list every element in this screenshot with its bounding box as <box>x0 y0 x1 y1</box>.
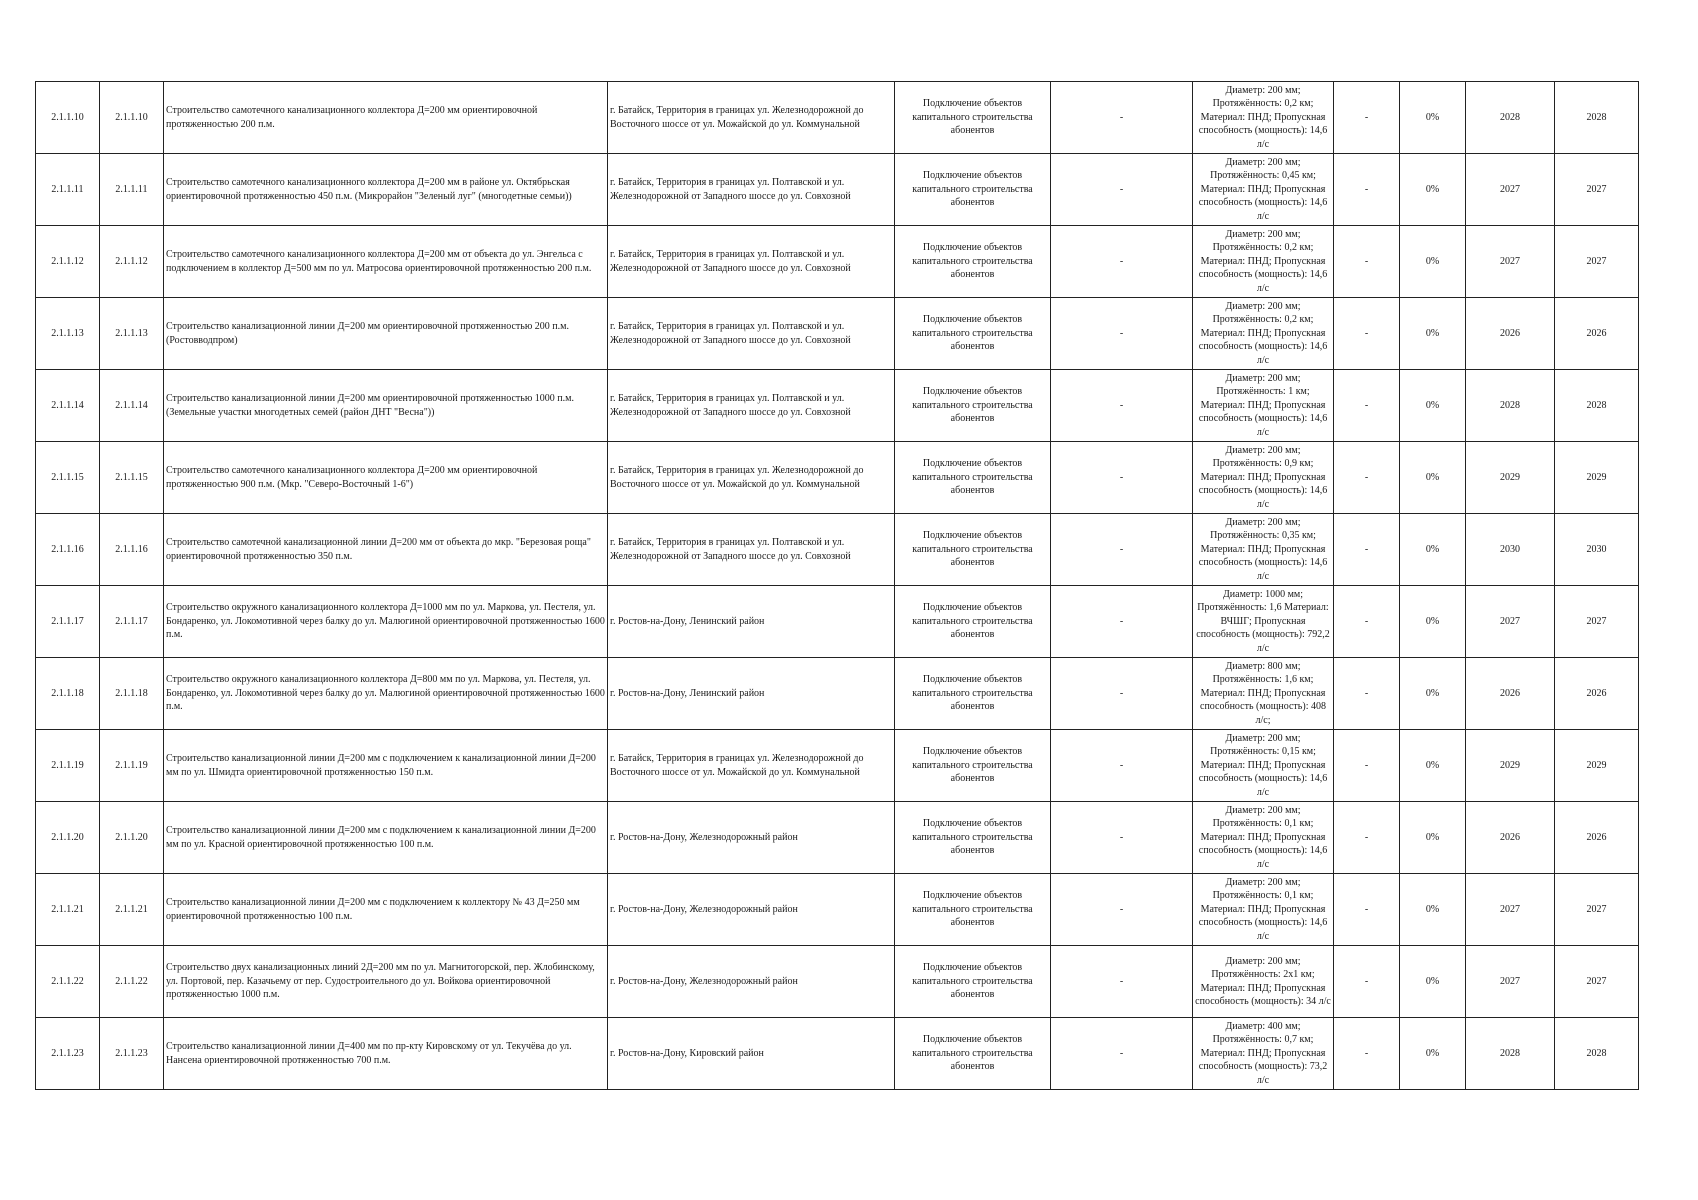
project-name-cell: Строительство самотечного канализационного коллектора Д=200 мм ориентировочной протяженностью 200 п.м. <box>164 82 608 154</box>
table-row <box>36 226 1639 298</box>
project-name-cell: Строительство окружного канализационного коллектора Д=800 мм по ул. Маркова, ул. Пестеля, ул. Бондаренко, ул. Локомотивной через балку до ул. Малюгиной ориентировочной протяженностью 1600 п.м. <box>164 658 608 730</box>
row-number-cell: 2.1.1.11 <box>36 154 100 226</box>
completion-percent-cell: 0% <box>1400 82 1466 154</box>
row-code-cell: 2.1.1.10 <box>100 82 164 154</box>
purpose-cell: Подключение объектов капитального строительства абонентов <box>895 442 1051 514</box>
end-year-cell: 2027 <box>1555 946 1639 1018</box>
purpose-cell: Подключение объектов капитального строительства абонентов <box>895 82 1051 154</box>
table-row <box>36 154 1639 226</box>
end-year-cell: 2027 <box>1555 586 1639 658</box>
purpose-cell: Подключение объектов капитального строительства абонентов <box>895 730 1051 802</box>
project-name-cell: Строительство двух канализационных линий 2Д=200 мм по ул. Магнитогорской, пер. Жлобинскому, ул. Портовой, пер. Казачьему от пер. Судостроительного до ул. Войкова ориентировочной протяженностью 1000 п.м. <box>164 946 608 1018</box>
empty-value-cell: - <box>1334 730 1400 802</box>
start-year-cell: 2027 <box>1466 154 1555 226</box>
project-name-cell: Строительство канализационной линии Д=400 мм по пр-кту Кировскому от ул. Текучёва до ул. Нансена ориентировочной протяженностью 700 п.м. <box>164 1018 608 1090</box>
row-code-cell: 2.1.1.22 <box>100 946 164 1018</box>
purpose-cell: Подключение объектов капитального строительства абонентов <box>895 802 1051 874</box>
project-name-cell: Строительство самотечного канализационного коллектора Д=200 мм ориентировочной протяженностью 900 п.м. (Мкр. "Северо-Восточный 1-6") <box>164 442 608 514</box>
technical-spec-cell: Диаметр: 200 мм; Протяжённость: 0,15 км; Материал: ПНД; Пропускная способность (мощность): 14,6 л/с <box>1193 730 1334 802</box>
purpose-cell: Подключение объектов капитального строительства абонентов <box>895 946 1051 1018</box>
completion-percent-cell: 0% <box>1400 1018 1466 1090</box>
project-name-cell: Строительство канализационной линии Д=200 мм ориентировочной протяженностью 200 п.м. (Ростовводпром) <box>164 298 608 370</box>
purpose-cell: Подключение объектов капитального строительства абонентов <box>895 226 1051 298</box>
location-cell: г. Батайск, Территория в границах ул. Железнодорожной до Восточного шоссе от ул. Можайской до ул. Коммунальной <box>608 730 895 802</box>
location-cell: г. Батайск, Территория в границах ул. Полтавской и ул. Железнодорожной от Западного шоссе до ул. Совхозной <box>608 298 895 370</box>
end-year-cell: 2026 <box>1555 658 1639 730</box>
end-year-cell: 2029 <box>1555 730 1639 802</box>
completion-percent-cell: 0% <box>1400 874 1466 946</box>
empty-value-cell: - <box>1334 226 1400 298</box>
row-code-cell: 2.1.1.11 <box>100 154 164 226</box>
empty-value-cell: - <box>1051 802 1193 874</box>
start-year-cell: 2027 <box>1466 586 1555 658</box>
purpose-cell: Подключение объектов капитального строительства абонентов <box>895 154 1051 226</box>
completion-percent-cell: 0% <box>1400 298 1466 370</box>
start-year-cell: 2027 <box>1466 946 1555 1018</box>
start-year-cell: 2027 <box>1466 226 1555 298</box>
start-year-cell: 2026 <box>1466 658 1555 730</box>
start-year-cell: 2027 <box>1466 874 1555 946</box>
empty-value-cell: - <box>1334 82 1400 154</box>
row-number-cell: 2.1.1.21 <box>36 874 100 946</box>
completion-percent-cell: 0% <box>1400 658 1466 730</box>
row-number-cell: 2.1.1.13 <box>36 298 100 370</box>
location-cell: г. Ростов-на-Дону, Железнодорожный район <box>608 802 895 874</box>
end-year-cell: 2027 <box>1555 154 1639 226</box>
row-number-cell: 2.1.1.12 <box>36 226 100 298</box>
empty-value-cell: - <box>1051 586 1193 658</box>
row-number-cell: 2.1.1.22 <box>36 946 100 1018</box>
start-year-cell: 2029 <box>1466 442 1555 514</box>
completion-percent-cell: 0% <box>1400 226 1466 298</box>
table-row <box>36 82 1639 154</box>
purpose-cell: Подключение объектов капитального строительства абонентов <box>895 370 1051 442</box>
technical-spec-cell: Диаметр: 200 мм; Протяжённость: 0,35 км; Материал: ПНД; Пропускная способность (мощность): 14,6 л/с <box>1193 514 1334 586</box>
purpose-cell: Подключение объектов капитального строительства абонентов <box>895 874 1051 946</box>
purpose-cell: Подключение объектов капитального строительства абонентов <box>895 586 1051 658</box>
location-cell: г. Батайск, Территория в границах ул. Железнодорожной до Восточного шоссе от ул. Можайской до ул. Коммунальной <box>608 82 895 154</box>
table-body <box>36 82 1639 1090</box>
location-cell: г. Ростов-на-Дону, Кировский район <box>608 1018 895 1090</box>
start-year-cell: 2030 <box>1466 514 1555 586</box>
empty-value-cell: - <box>1334 802 1400 874</box>
row-number-cell: 2.1.1.14 <box>36 370 100 442</box>
empty-value-cell: - <box>1051 298 1193 370</box>
end-year-cell: 2026 <box>1555 802 1639 874</box>
technical-spec-cell: Диаметр: 200 мм; Протяжённость: 0,1 км; Материал: ПНД; Пропускная способность (мощность): 14,6 л/с <box>1193 874 1334 946</box>
empty-value-cell: - <box>1334 370 1400 442</box>
empty-value-cell: - <box>1051 658 1193 730</box>
start-year-cell: 2026 <box>1466 298 1555 370</box>
empty-value-cell: - <box>1051 442 1193 514</box>
project-name-cell: Строительство канализационной линии Д=200 мм с подключением к канализационной линии Д=200 мм по ул. Шмидта ориентировочной протяженностью 150 п.м. <box>164 730 608 802</box>
empty-value-cell: - <box>1051 874 1193 946</box>
empty-value-cell: - <box>1334 658 1400 730</box>
technical-spec-cell: Диаметр: 200 мм; Протяжённость: 1 км; Материал: ПНД; Пропускная способность (мощность): 14,6 л/с <box>1193 370 1334 442</box>
table-row <box>36 298 1639 370</box>
table-row <box>36 442 1639 514</box>
table-row <box>36 370 1639 442</box>
end-year-cell: 2028 <box>1555 1018 1639 1090</box>
location-cell: г. Батайск, Территория в границах ул. Полтавской и ул. Железнодорожной от Западного шоссе до ул. Совхозной <box>608 514 895 586</box>
row-code-cell: 2.1.1.20 <box>100 802 164 874</box>
project-name-cell: Строительство канализационной линии Д=200 мм ориентировочной протяженностью 1000 п.м. (Земельные участки многодетных семей (район ДНТ "Весна")) <box>164 370 608 442</box>
row-code-cell: 2.1.1.21 <box>100 874 164 946</box>
completion-percent-cell: 0% <box>1400 154 1466 226</box>
table-row <box>36 1018 1639 1090</box>
row-code-cell: 2.1.1.15 <box>100 442 164 514</box>
row-number-cell: 2.1.1.18 <box>36 658 100 730</box>
row-number-cell: 2.1.1.15 <box>36 442 100 514</box>
technical-spec-cell: Диаметр: 200 мм; Протяжённость: 2х1 км; Материал: ПНД; Пропускная способность (мощность): 34 л/с <box>1193 946 1334 1018</box>
end-year-cell: 2026 <box>1555 298 1639 370</box>
location-cell: г. Батайск, Территория в границах ул. Полтавской и ул. Железнодорожной от Западного шоссе до ул. Совхозной <box>608 370 895 442</box>
row-number-cell: 2.1.1.23 <box>36 1018 100 1090</box>
purpose-cell: Подключение объектов капитального строительства абонентов <box>895 658 1051 730</box>
empty-value-cell: - <box>1334 946 1400 1018</box>
row-code-cell: 2.1.1.16 <box>100 514 164 586</box>
table-row <box>36 802 1639 874</box>
table-row <box>36 946 1639 1018</box>
technical-spec-cell: Диаметр: 200 мм; Протяжённость: 0,2 км; Материал: ПНД; Пропускная способность (мощность): 14,6 л/с <box>1193 298 1334 370</box>
row-number-cell: 2.1.1.17 <box>36 586 100 658</box>
completion-percent-cell: 0% <box>1400 514 1466 586</box>
empty-value-cell: - <box>1334 298 1400 370</box>
empty-value-cell: - <box>1051 514 1193 586</box>
row-code-cell: 2.1.1.18 <box>100 658 164 730</box>
row-code-cell: 2.1.1.17 <box>100 586 164 658</box>
row-number-cell: 2.1.1.10 <box>36 82 100 154</box>
location-cell: г. Ростов-на-Дону, Железнодорожный район <box>608 874 895 946</box>
purpose-cell: Подключение объектов капитального строительства абонентов <box>895 1018 1051 1090</box>
empty-value-cell: - <box>1334 514 1400 586</box>
location-cell: г. Ростов-на-Дону, Ленинский район <box>608 658 895 730</box>
technical-spec-cell: Диаметр: 200 мм; Протяжённость: 0,45 км; Материал: ПНД; Пропускная способность (мощность): 14,6 л/с <box>1193 154 1334 226</box>
row-number-cell: 2.1.1.19 <box>36 730 100 802</box>
technical-spec-cell: Диаметр: 200 мм; Протяжённость: 0,2 км; Материал: ПНД; Пропускная способность (мощность): 14,6 л/с <box>1193 226 1334 298</box>
completion-percent-cell: 0% <box>1400 442 1466 514</box>
start-year-cell: 2026 <box>1466 802 1555 874</box>
project-name-cell: Строительство самотечного канализационного коллектора Д=200 мм в районе ул. Октябрьская ориентировочной протяженностью 450 п.м. (Микрорайон "Зеленый луг" (многодетные семьи)) <box>164 154 608 226</box>
end-year-cell: 2030 <box>1555 514 1639 586</box>
empty-value-cell: - <box>1051 730 1193 802</box>
location-cell: г. Ростов-на-Дону, Ленинский район <box>608 586 895 658</box>
empty-value-cell: - <box>1334 586 1400 658</box>
empty-value-cell: - <box>1334 442 1400 514</box>
project-name-cell: Строительство канализационной линии Д=200 мм с подключением к канализационной линии Д=200 мм по ул. Красной ориентировочной протяженностью 100 п.м. <box>164 802 608 874</box>
empty-value-cell: - <box>1051 82 1193 154</box>
technical-spec-cell: Диаметр: 200 мм; Протяжённость: 0,2 км; Материал: ПНД; Пропускная способность (мощность): 14,6 л/с <box>1193 82 1334 154</box>
technical-spec-cell: Диаметр: 400 мм; Протяжённость: 0,7 км; Материал: ПНД; Пропускная способность (мощность): 73,2 л/с <box>1193 1018 1334 1090</box>
location-cell: г. Ростов-на-Дону, Железнодорожный район <box>608 946 895 1018</box>
table-row <box>36 874 1639 946</box>
empty-value-cell: - <box>1334 1018 1400 1090</box>
row-code-cell: 2.1.1.19 <box>100 730 164 802</box>
end-year-cell: 2029 <box>1555 442 1639 514</box>
table-row <box>36 658 1639 730</box>
purpose-cell: Подключение объектов капитального строительства абонентов <box>895 514 1051 586</box>
empty-value-cell: - <box>1051 154 1193 226</box>
location-cell: г. Батайск, Территория в границах ул. Полтавской и ул. Железнодорожной от Западного шоссе до ул. Совхозной <box>608 226 895 298</box>
technical-spec-cell: Диаметр: 200 мм; Протяжённость: 0,1 км; Материал: ПНД; Пропускная способность (мощность): 14,6 л/с <box>1193 802 1334 874</box>
empty-value-cell: - <box>1051 370 1193 442</box>
table-row <box>36 730 1639 802</box>
completion-percent-cell: 0% <box>1400 946 1466 1018</box>
end-year-cell: 2028 <box>1555 82 1639 154</box>
row-number-cell: 2.1.1.16 <box>36 514 100 586</box>
location-cell: г. Батайск, Территория в границах ул. Железнодорожной до Восточного шоссе от ул. Можайской до ул. Коммунальной <box>608 442 895 514</box>
start-year-cell: 2028 <box>1466 370 1555 442</box>
empty-value-cell: - <box>1051 1018 1193 1090</box>
row-code-cell: 2.1.1.13 <box>100 298 164 370</box>
technical-spec-cell: Диаметр: 200 мм; Протяжённость: 0,9 км; Материал: ПНД; Пропускная способность (мощность): 14,6 л/с <box>1193 442 1334 514</box>
end-year-cell: 2028 <box>1555 370 1639 442</box>
start-year-cell: 2029 <box>1466 730 1555 802</box>
table-row <box>36 586 1639 658</box>
completion-percent-cell: 0% <box>1400 586 1466 658</box>
completion-percent-cell: 0% <box>1400 370 1466 442</box>
project-name-cell: Строительство самотечного канализационного коллектора Д=200 мм от объекта до ул. Энгельса с подключением в коллектор Д=500 мм по ул. Матросова ориентировочной протяженностью 200 п.м. <box>164 226 608 298</box>
row-code-cell: 2.1.1.12 <box>100 226 164 298</box>
location-cell: г. Батайск, Территория в границах ул. Полтавской и ул. Железнодорожной от Западного шоссе до ул. Совхозной <box>608 154 895 226</box>
project-name-cell: Строительство самотечной канализационной линии Д=200 мм от объекта до мкр. "Березовая роща" ориентировочной протяженностью 350 п.м. <box>164 514 608 586</box>
empty-value-cell: - <box>1334 154 1400 226</box>
investment-program-table <box>35 81 1639 1090</box>
project-name-cell: Строительство окружного канализационного коллектора Д=1000 мм по ул. Маркова, ул. Пестеля, ул. Бондаренко, ул. Локомотивной через балку до ул. Малюгиной ориентировочной протяженностью 1600 п.м. <box>164 586 608 658</box>
table-row <box>36 514 1639 586</box>
end-year-cell: 2027 <box>1555 226 1639 298</box>
technical-spec-cell: Диаметр: 1000 мм; Протяжённость: 1,6 Материал: ВЧШГ; Пропускная способность (мощность): 792,2 л/с <box>1193 586 1334 658</box>
empty-value-cell: - <box>1051 226 1193 298</box>
row-code-cell: 2.1.1.23 <box>100 1018 164 1090</box>
project-name-cell: Строительство канализационной линии Д=200 мм с подключением к коллектору № 43 Д=250 мм ориентировочной протяженностью 100 п.м. <box>164 874 608 946</box>
empty-value-cell: - <box>1051 946 1193 1018</box>
row-number-cell: 2.1.1.20 <box>36 802 100 874</box>
technical-spec-cell: Диаметр: 800 мм; Протяжённость: 1,6 км; Материал: ПНД; Пропускная способность (мощность): 408 л/с; <box>1193 658 1334 730</box>
completion-percent-cell: 0% <box>1400 802 1466 874</box>
completion-percent-cell: 0% <box>1400 730 1466 802</box>
purpose-cell: Подключение объектов капитального строительства абонентов <box>895 298 1051 370</box>
empty-value-cell: - <box>1334 874 1400 946</box>
start-year-cell: 2028 <box>1466 1018 1555 1090</box>
end-year-cell: 2027 <box>1555 874 1639 946</box>
row-code-cell: 2.1.1.14 <box>100 370 164 442</box>
start-year-cell: 2028 <box>1466 82 1555 154</box>
